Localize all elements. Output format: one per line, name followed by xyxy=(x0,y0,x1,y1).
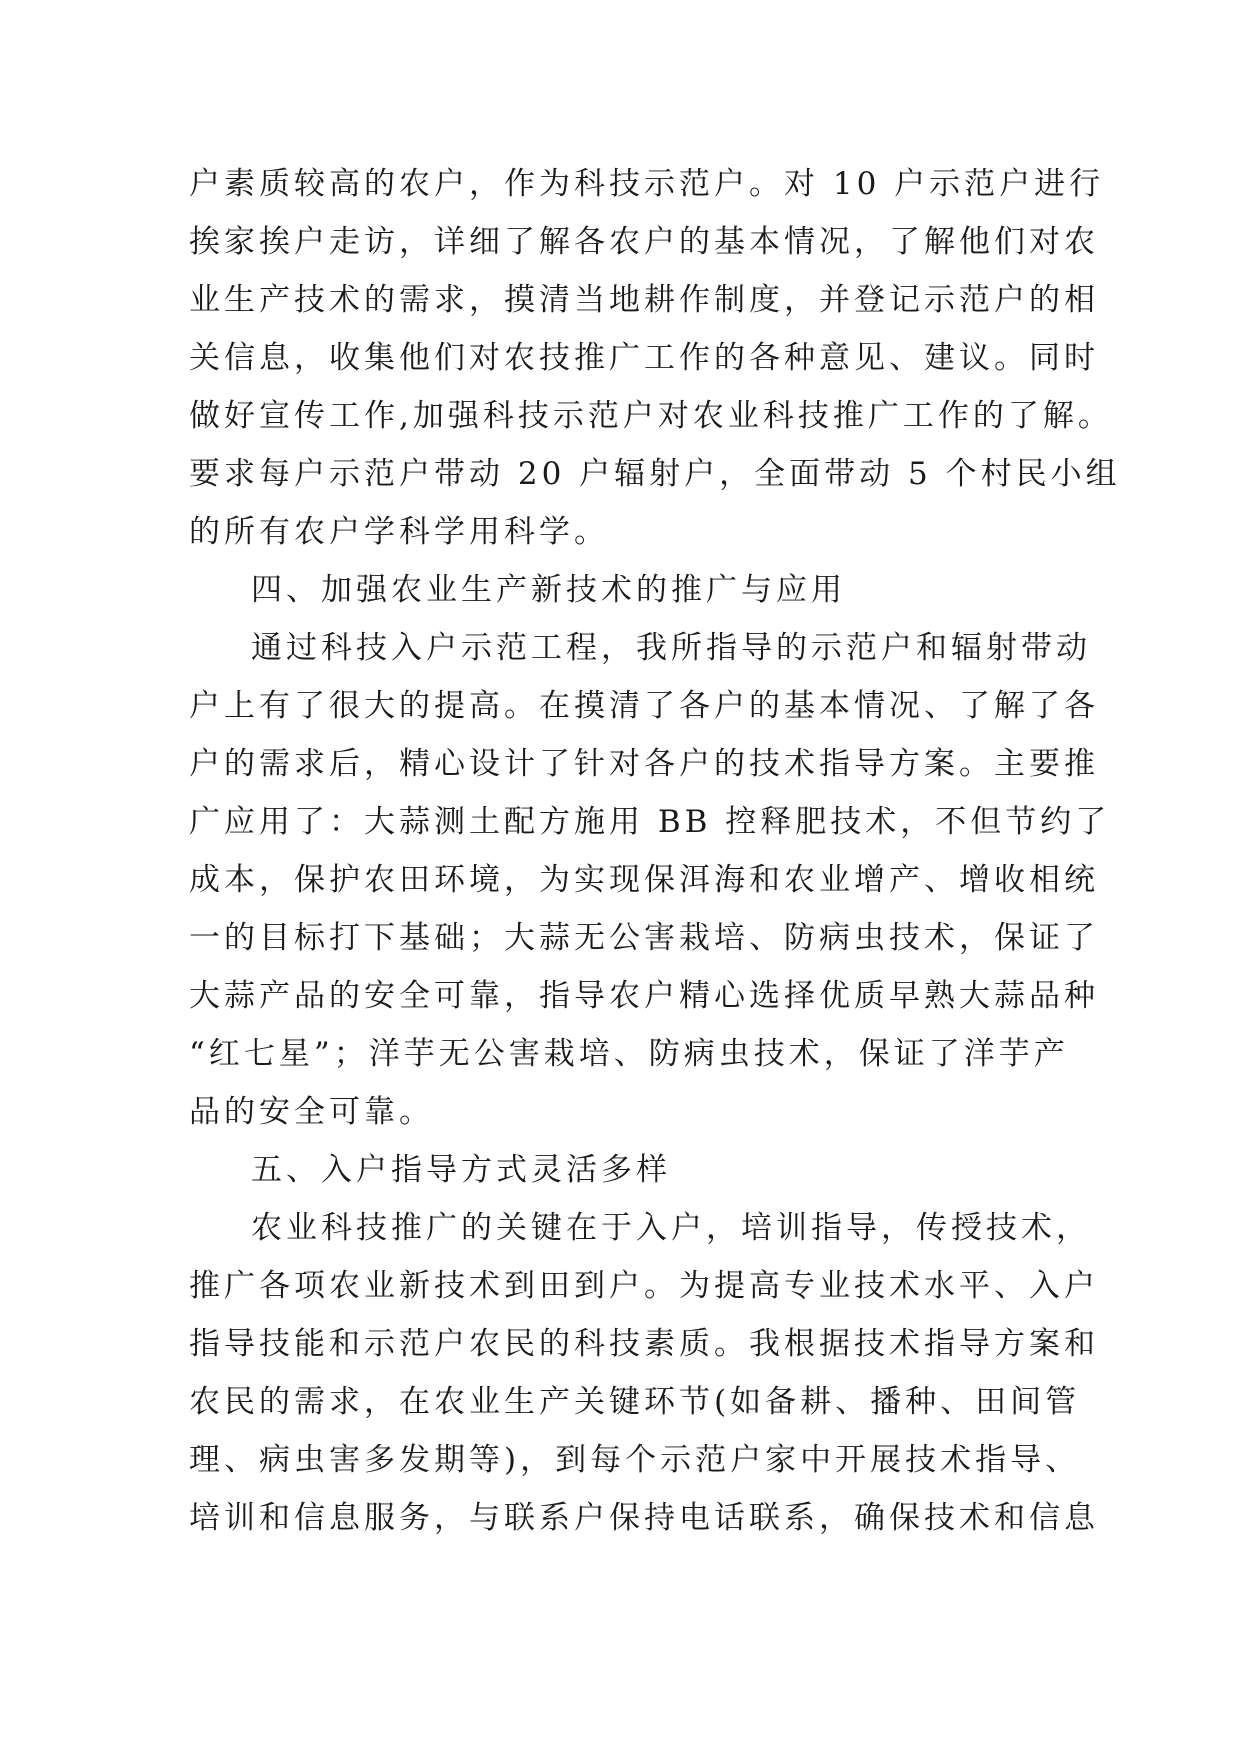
text-line: 指导技能和示范户农民的科技素质。我根据技术指导方案和 xyxy=(189,1326,1099,1362)
text-line: 推广各项农业新技术到田到户。为提高专业技术水平、入户 xyxy=(189,1268,1099,1304)
section-heading: 五、入户指导方式灵活多样 xyxy=(251,1152,671,1188)
text-line: 品的安全可靠。 xyxy=(189,1094,434,1130)
text-line: 成本，保护农田环境，为实现保洱海和农业增产、增收相统 xyxy=(189,862,1099,898)
text-line: 一的目标打下基础；大蒜无公害栽培、防病虫技术，保证了 xyxy=(189,920,1099,956)
document-body xyxy=(189,155,1121,1547)
text-line: 户素质较高的农户，作为科技示范户。对 10 户示范户进行 xyxy=(189,166,1105,202)
text-line: 户的需求后，精心设计了针对各户的技术指导方案。主要推 xyxy=(189,746,1099,782)
text-line: 户上有了很大的提高。在摸清了各户的基本情况、了解了各 xyxy=(189,688,1099,724)
text-line: 大蒜产品的安全可靠，指导农户精心选择优质早熟大蒜品种 xyxy=(189,978,1099,1014)
text-line: 理、病虫害多发期等)，到每个示范户家中开展技术指导、 xyxy=(189,1442,1081,1478)
paragraph-first-line: 农业科技推广的关键在于入户，培训指导，传授技术， xyxy=(251,1210,1091,1246)
section-heading: 四、加强农业生产新技术的推广与应用 xyxy=(251,572,846,608)
paragraph-first-line: 通过科技入户示范工程，我所指导的示范户和辐射带动 xyxy=(251,630,1091,666)
text-line: 广应用了：大蒜测土配方施用 BB 控释肥技术，不但节约了 xyxy=(189,804,1111,840)
text-line: 做好宣传工作,加强科技示范户对农业科技推广工作的了解。 xyxy=(189,398,1113,434)
text-line: 关信息，收集他们对农技推广工作的各种意见、建议。同时 xyxy=(189,340,1099,376)
text-line: 培训和信息服务，与联系户保持电话联系，确保技术和信息 xyxy=(189,1500,1099,1536)
text-line: 农民的需求，在农业生产关键环节(如备耕、播种、田间管 xyxy=(189,1384,1081,1420)
text-line: 的所有农户学科学用科学。 xyxy=(189,514,609,550)
text-line: 要求每户示范户带动 20 户辐射户，全面带动 5 个村民小组 xyxy=(189,456,1121,492)
text-line: 挨家挨户走访，详细了解各农户的基本情况，了解他们对农 xyxy=(189,224,1099,260)
text-line: “红七星”；洋芋无公害栽培、防病虫技术，保证了洋芋产 xyxy=(189,1036,1069,1072)
text-line: 业生产技术的需求，摸清当地耕作制度，并登记示范户的相 xyxy=(189,282,1099,318)
